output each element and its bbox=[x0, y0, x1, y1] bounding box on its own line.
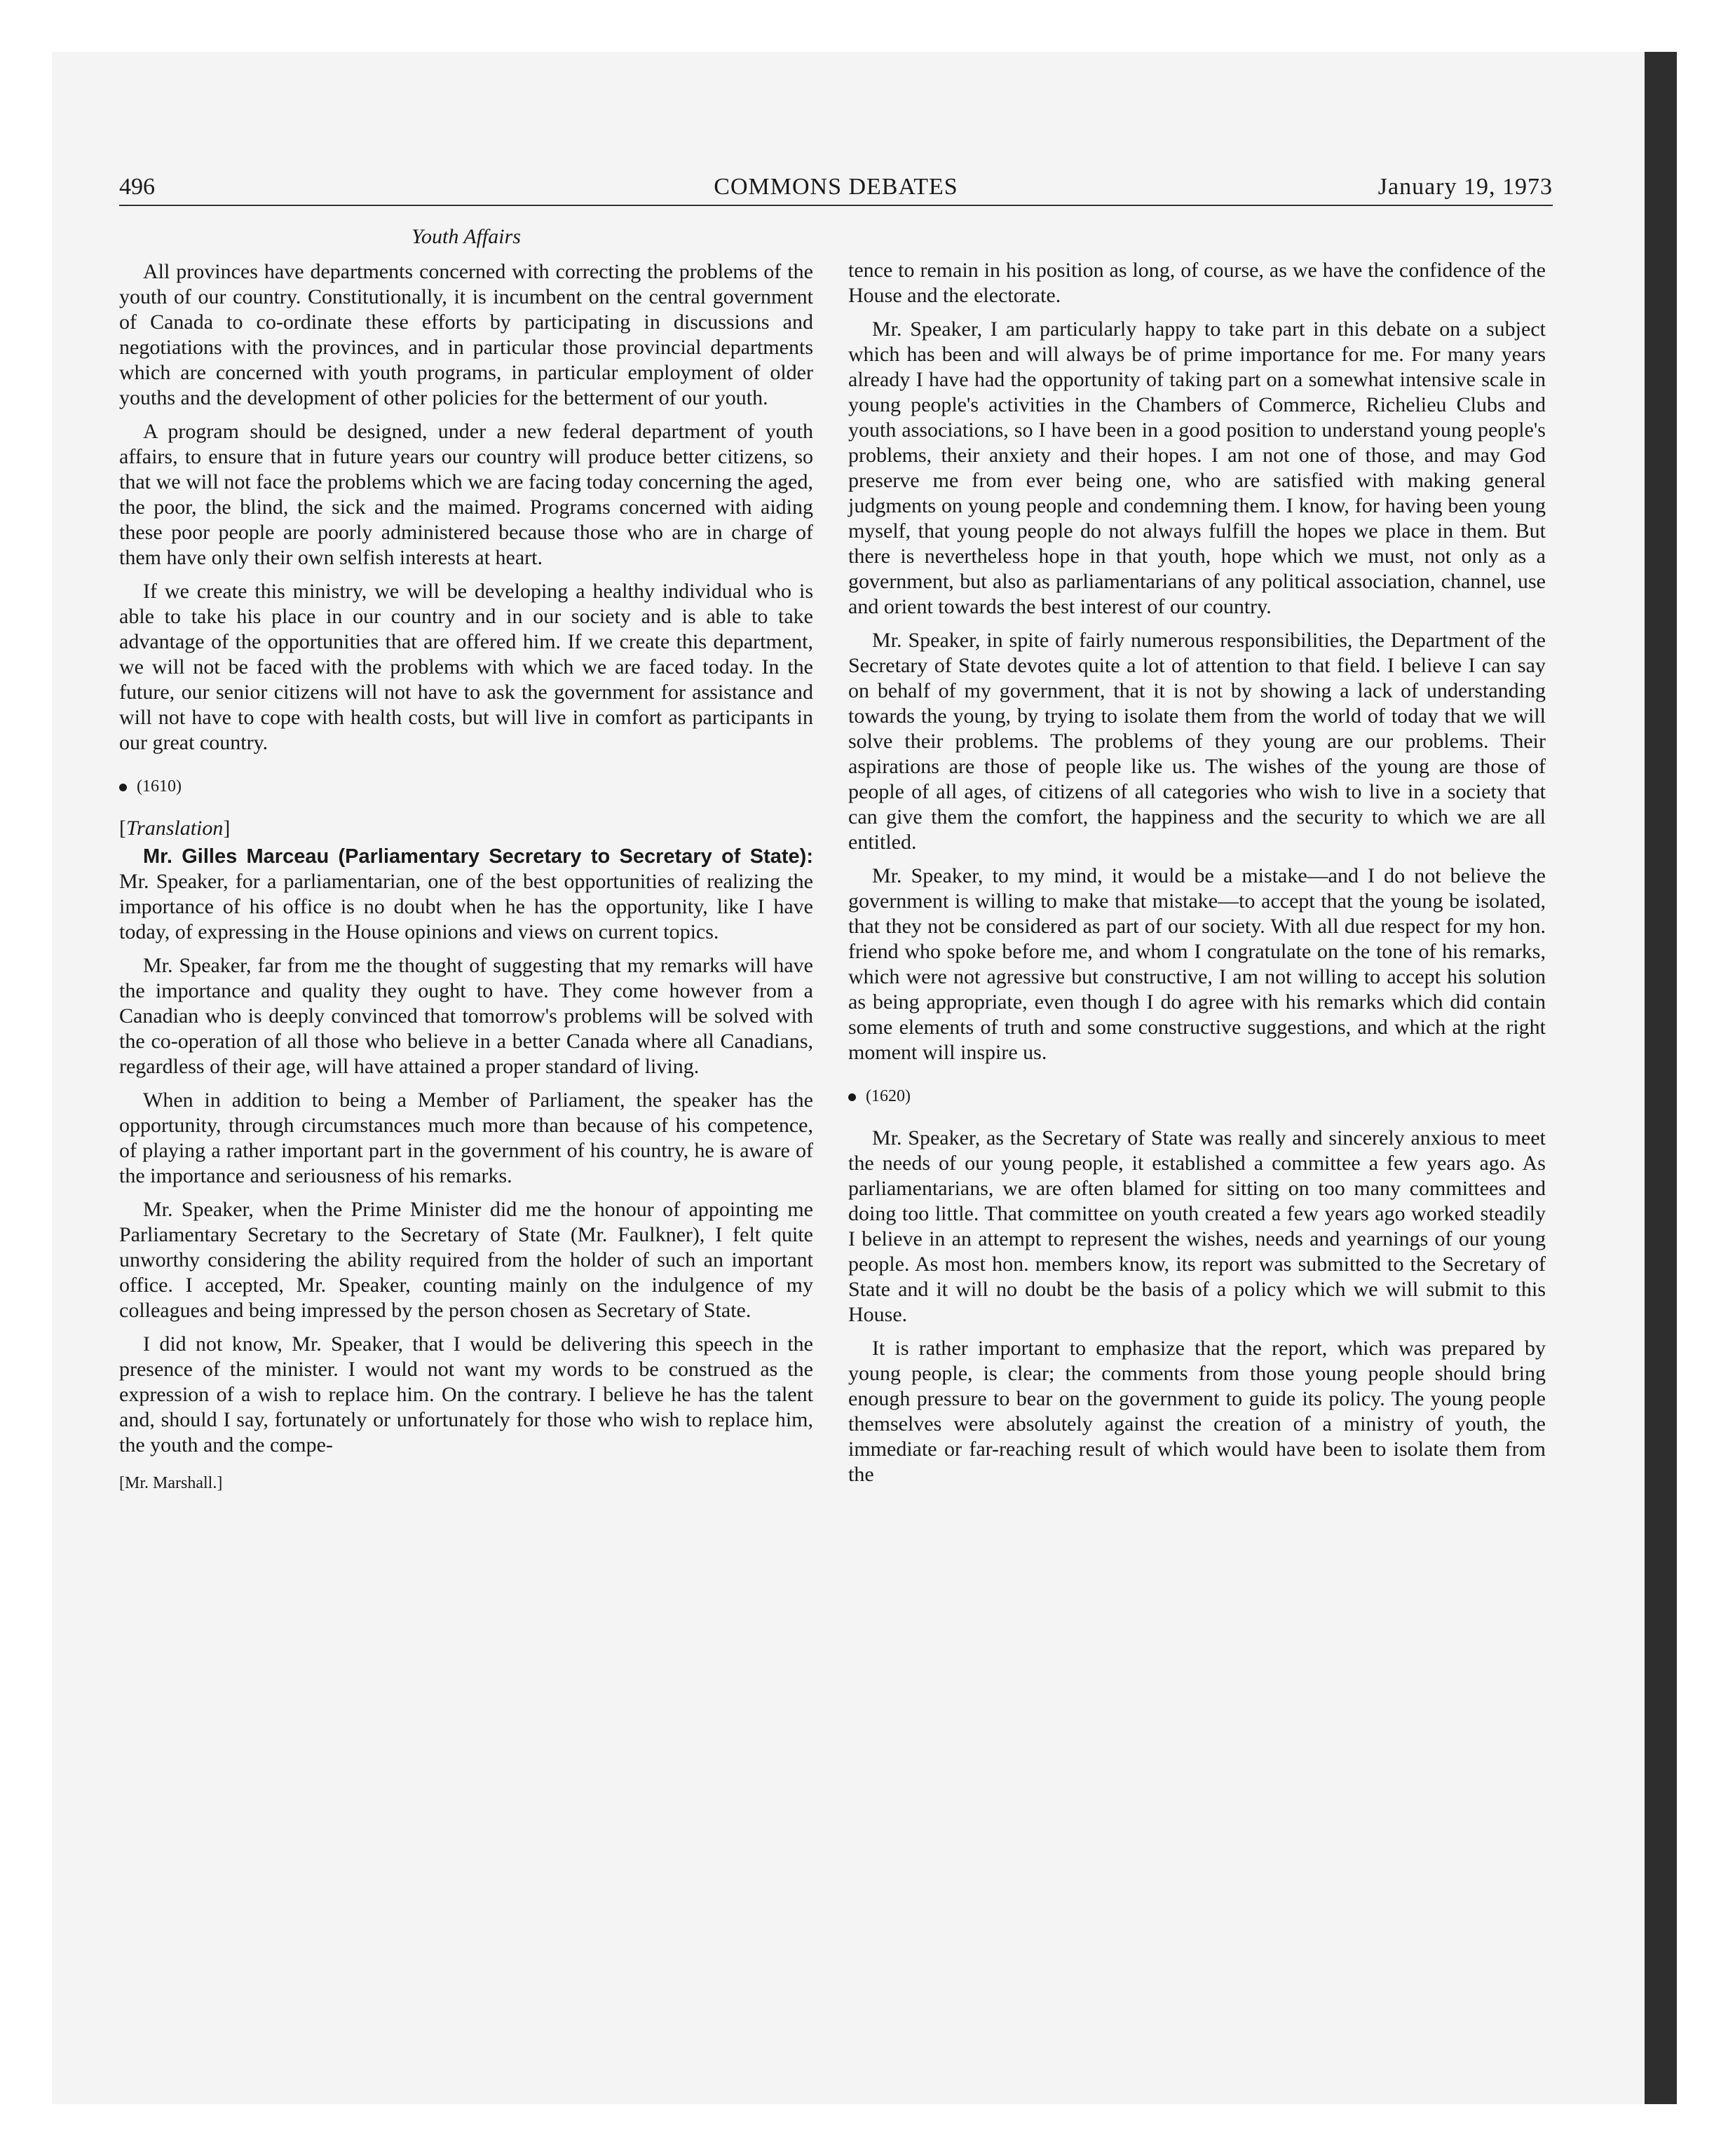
page-header bbox=[119, 171, 1553, 203]
right-column bbox=[848, 258, 1546, 1496]
paragraph: A program should be designed, under a new federal department of youth affairs, to ensure that in future years our country will produce better citizens, so that we will not face the problems which we are facing today concerning the aged, the poor, the blind, the sick and the maimed. Programs concerned with aiding these poor people are poorly administered because those who are in charge of them have only their own selfish interests at heart. bbox=[119, 420, 813, 569]
page-date: January 19, 1973 bbox=[1377, 174, 1553, 200]
speaker-footnote: [Mr. Marshall.] bbox=[119, 1474, 223, 1492]
paragraph: Mr. Speaker, I am particularly happy to take part in this debate on a subject which has been and will always be of prime importance for me. For many years already I have had the opportunity of taking part on a somewhat intensive scale in young people's activities in the Chambers of Commerce, Richelieu Clubs and youth associations, so I have been in a good position to understand young people's problems, their anxiety and their hopes. I am not one of those, and may God preserve me from ever being one, who are satisfied with making general judgments on young people and condemning them. I know, for having been young myself, that young people do not always fulfill the hopes we place in them. But there is nevertheless hope in that youth, hope which we must, not only as a government, but also as parliamentarians of any political association, channel, use and orient towards the best interest of our country. bbox=[848, 318, 1546, 618]
translation-note: [Translation] bbox=[119, 817, 231, 840]
time-marker bbox=[119, 774, 813, 799]
paragraph: Mr. Speaker, far from me the thought of suggesting that my remarks will have the importance and quality they ought to have. They come however from a Canadian who is deeply convinced that tomorrow's problems will be solved with the co-operation of all those who believe in a better Canada where all Canadians, regardless of their age, will have attained a proper standard of living. bbox=[119, 954, 813, 1078]
paragraph: I did not know, Mr. Speaker, that I would be delivering this speech in the presence of the minister. I would not want my words to be construed as the expression of a wish to replace him. On the contrary. I believe he has the talent and, should I say, fortunately or unfortunately for those who wish to replace him, the youth and the compe- bbox=[119, 1332, 813, 1456]
paragraph: If we create this ministry, we will be developing a healthy individual who is able to take his place in our country and in our society and is able to take advantage of the opportunities that are offered him. If we create this department, we will not be faced with the problems with which we are faced today. In the future, our senior citizens will not have to ask the government for assistance and will not have to cope with health costs, but will live in comfort as participants in our great country. bbox=[119, 580, 813, 754]
time-marker-label: (1610) bbox=[137, 777, 182, 796]
time-marker bbox=[848, 1084, 1546, 1109]
publication-title: COMMONS DEBATES bbox=[714, 174, 958, 200]
paragraph: It is rather important to emphasize that the report, which was prepared by young people, is clear; the comments from those young people should bring enough pressure to bear on the government to guide its policy. The young people themselves were absolutely against the creation of a ministry of youth, the immediate or far-reaching result of which would have been to isolate them from the bbox=[848, 1337, 1546, 1486]
paragraph: All provinces have departments concerned with correcting the problems of the youth of our country. Constitutionally, it is incumbent on the central government of Canada to co-ordinate these efforts by participating in discussions and negotiations with the provinces, and in particular those provincial departments which are concerned with youth programs, in particular employment of older youths and the development of other policies for the betterment of our youth. bbox=[119, 260, 813, 409]
time-marker-label: (1620) bbox=[866, 1087, 911, 1105]
paragraph: Mr. Speaker, when the Prime Minister did me the honour of appointing me Parliamentary Secretary to the Secretary of State (Mr. Faulkner), I felt quite unworthy considering the ability required from the holder of such an important office. I accepted, Mr. Speaker, counting mainly on the indulgence of my colleagues and being impressed by the person chosen as Secretary of State. bbox=[119, 1198, 813, 1322]
speaker-name: Mr. Gilles Marceau (Parliamentary Secretary to Secretary of State): bbox=[143, 845, 813, 868]
translation-label: Translation bbox=[126, 817, 224, 840]
bullet-icon bbox=[848, 1093, 856, 1101]
paragraph: When in addition to being a Member of Parliament, the speaker has the opportunity, through circumstances much more than because of his competence, of playing a rather important part in the government of his country, he is aware of the importance and seriousness of his remarks. bbox=[119, 1089, 813, 1187]
section-subhead: Youth Affairs bbox=[411, 225, 521, 248]
speaker-paragraph bbox=[119, 844, 813, 945]
paragraph: Mr. Speaker, as the Secretary of State was really and sincerely anxious to meet the needs of our young people, it established a committee a few years ago. As parliamentarians, we are often blamed for sitting on too many committees and doing too little. That committee on youth created a few years ago worked steadily I believe in an attempt to represent the wishes, needs and yearnings of our young people. As most hon. members know, its report was submitted to the Secretary of State and it will no doubt be the basis of a policy which we will submit to this House. bbox=[848, 1126, 1546, 1326]
left-column bbox=[119, 224, 813, 1496]
scan-edge-bar bbox=[1645, 52, 1677, 2104]
paragraph: Mr. Speaker, to my mind, it would be a mistake—and I do not believe the government is willing to make that mistake—to accept that the young be isolated, that they not be considered as part of our society. With all due respect for my hon. friend who spoke before me, and whom I congratulate on the tone of his remarks, which were not agressive but constructive, I am not willing to accept his solution as being appropriate, even though I do agree with his remarks which did contain some elements of truth and some constructive suggestions, and which at the right moment will inspire us. bbox=[848, 864, 1546, 1064]
header-rule bbox=[119, 205, 1553, 206]
page-number: 496 bbox=[119, 174, 155, 200]
speech-text: Mr. Speaker, for a parliamentarian, one of the best opportunities of realizing the importance of his office is no doubt when he has the opportunity, like I have today, of expressing in the House opinions and views on current topics. bbox=[119, 870, 813, 943]
paragraph: Mr. Speaker, in spite of fairly numerous responsibilities, the Department of the Secretary of State devotes quite a lot of attention to that field. I believe I can say on behalf of my government, that it is not by showing a lack of understanding towards the young, by trying to isolate them from the world of today that we will solve their problems. The problems of they young are our problems. Their aspirations are those of people like us. The wishes of the young are those of people of all ages, of citizens of all categories who wish to live in a society that can give them the comfort, the happiness and the security to which we are all entitled. bbox=[848, 629, 1546, 854]
bullet-icon bbox=[119, 784, 127, 791]
paragraph: tence to remain in his position as long, of course, as we have the confidence of the House and the electorate. bbox=[848, 259, 1546, 307]
